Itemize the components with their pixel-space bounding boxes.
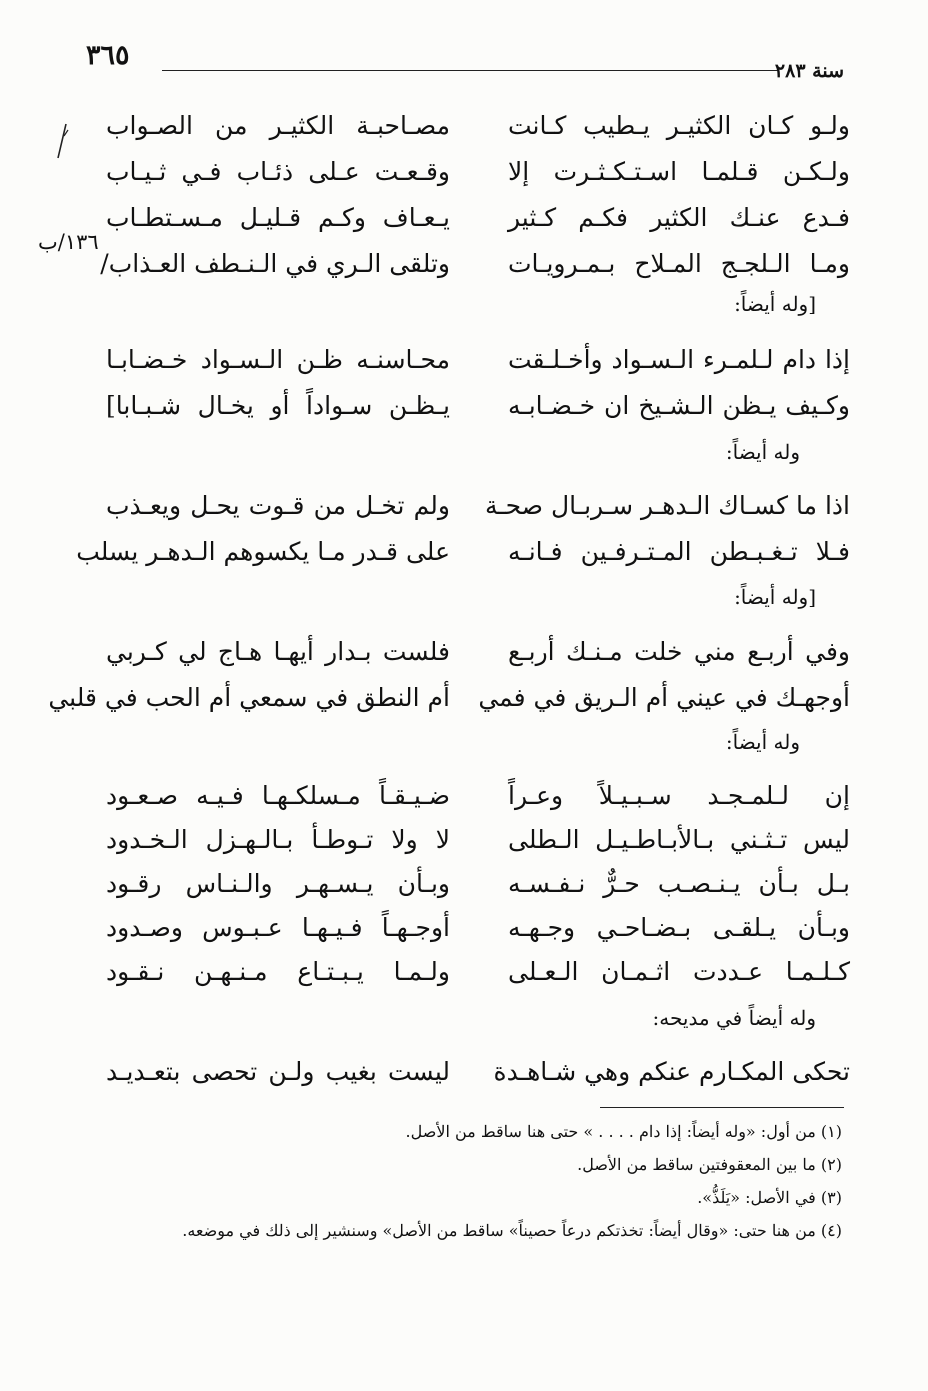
second-hemistich: مصـاحبـة الكثيـر من الصـواب: [106, 111, 450, 140]
first-hemistich: فـلا تـغـبـطن المـتـرفـين فـانـه: [508, 537, 850, 566]
verse-line: [0, 386, 928, 432]
first-hemistich: وكـيف يـظن الـشـيخ ان خـضـابـه: [508, 391, 850, 420]
second-hemistich: ضـيـقـاً مـسلكـهـا فـيـه صـعـود: [106, 781, 450, 810]
first-hemistich: وفي أربـع مني خلت مـنـك أربـع: [508, 637, 850, 666]
second-hemistich: أوجـهـاً فـيـهـا عـبـوس وصـدود: [106, 913, 450, 942]
running-head: سنة ٢٨٣: [774, 60, 844, 82]
first-hemistich: ولـو كـان الكثيـر يـطيب كـانت: [508, 111, 850, 140]
second-hemistich: ولم تخـل من قـوت يحـل ويعـذب: [106, 491, 450, 520]
first-hemistich: فـدع عنـك الكثير فكـم كـثير: [508, 203, 850, 232]
first-hemistich: ولـكـن قـلمـا اسـتـكـثـرت إلا: [508, 157, 850, 186]
verse-line: [0, 864, 928, 910]
first-hemistich: إن لـلمـجـد سـبـيـلاً وعـراً: [508, 781, 850, 810]
first-hemistich: إذا دام لـلمـرء الـسـواد وأخـلـقت: [508, 345, 850, 374]
verse-line: [0, 908, 928, 954]
verse-line: [0, 152, 928, 198]
footnote-2: (٢) ما بين المعقوفتين ساقط من الأصل.: [577, 1155, 842, 1174]
verse-line: [0, 340, 928, 386]
second-hemistich: ليست بغيب ولـن تحصى بتعـديـد: [106, 1057, 450, 1086]
first-hemistich: تحكى المكـارم عنكم وهي شـاهـدة: [493, 1057, 850, 1086]
verse-line: [0, 776, 928, 822]
second-hemistich: يـظـن سـواداً أو يخـال شـبـابا]: [106, 391, 450, 420]
second-hemistich: يـعـاف وكـم قـليـل مـسـتطـاب: [106, 203, 450, 232]
verse-line: [0, 244, 928, 290]
second-hemistich: أم النطق في سمعي أم الحب في قلبي: [48, 683, 450, 712]
footnote-3: (٣) في الأصل: «يَلَذُّ».: [697, 1188, 842, 1207]
second-hemistich: لا ولا تـوطـأ بـالـهـزل الـخـدود: [106, 825, 450, 854]
second-hemistich: ولـمـا يـبـتـاع مـنـهـن نـقـود: [106, 957, 450, 986]
margin-folio-note: ١٣٦/ب: [38, 230, 99, 254]
verse-line: [0, 678, 928, 724]
second-hemistich: فلست بـدار أيهـا هـاج لي كـربي: [106, 637, 450, 666]
first-hemistich: اذا ما كسـاك الـدهـر سـربـال صحـة: [484, 491, 850, 520]
poem-intro: [وله أيضاً:: [734, 585, 816, 609]
first-hemistich: بـل بـأن يـنـصـب حـرٌّ نـفـسـه: [508, 869, 850, 898]
verse-line: [0, 632, 928, 678]
poem-intro: وله أيضاً:: [725, 730, 800, 754]
first-hemistich: كـلـمـا عـددت اثـمـان الـعـلى: [508, 957, 850, 986]
second-hemistich: وتلقى الـري في الـنـطف العـذاب/: [100, 249, 450, 278]
header-rule: [162, 70, 778, 71]
verse-line: [0, 532, 928, 578]
poem-intro: وله أيضاً:: [725, 440, 800, 464]
second-hemistich: وقـعـت عـلى ذئـاب فـي ثـيـاب: [106, 157, 450, 186]
verse-line: [0, 106, 928, 152]
verse-line: [0, 1052, 928, 1098]
verse-line: [0, 952, 928, 998]
first-hemistich: أوجهـك في عيني أم الـريق في فمي: [478, 683, 850, 712]
footnote-rule: [600, 1107, 844, 1108]
first-hemistich: وبـأن يـلقـى بـضـاحـي وجـهـه: [508, 913, 850, 942]
footnote-4: (٤) من هنا حتى: «وقال أيضاً: تخذتكم درعاً حصيناً» ساقط من الأصل» وسنشير إلى ذلك في موضعه.: [182, 1221, 842, 1240]
second-hemistich: على قـدر مـا يكسوهم الـدهـر يسلب: [76, 537, 450, 566]
verse-line: [0, 198, 928, 244]
footnote-1: (١) من أول: «وله أيضاً: إذا دام . . . . » حتى هنا ساقط من الأصل.: [405, 1122, 842, 1141]
verse-line: [0, 820, 928, 866]
first-hemistich: ومـا الـلجـج المـلاح بـمـرويـات: [508, 249, 850, 278]
poem-intro: وله أيضاً في مديحه:: [652, 1006, 816, 1030]
second-hemistich: وبـأن يـسـهـر والـنـاس رقـود: [106, 869, 450, 898]
second-hemistich: محـاسنـه ظـن الـسـواد خـضـابـا: [106, 345, 450, 374]
first-hemistich: ليس تـثـني بـالأبـاطـيـل الـطلى: [508, 825, 850, 854]
page-number: ٣٦٥: [86, 40, 130, 71]
poem-intro: [وله أيضاً:: [734, 292, 816, 316]
verse-line: [0, 486, 928, 532]
